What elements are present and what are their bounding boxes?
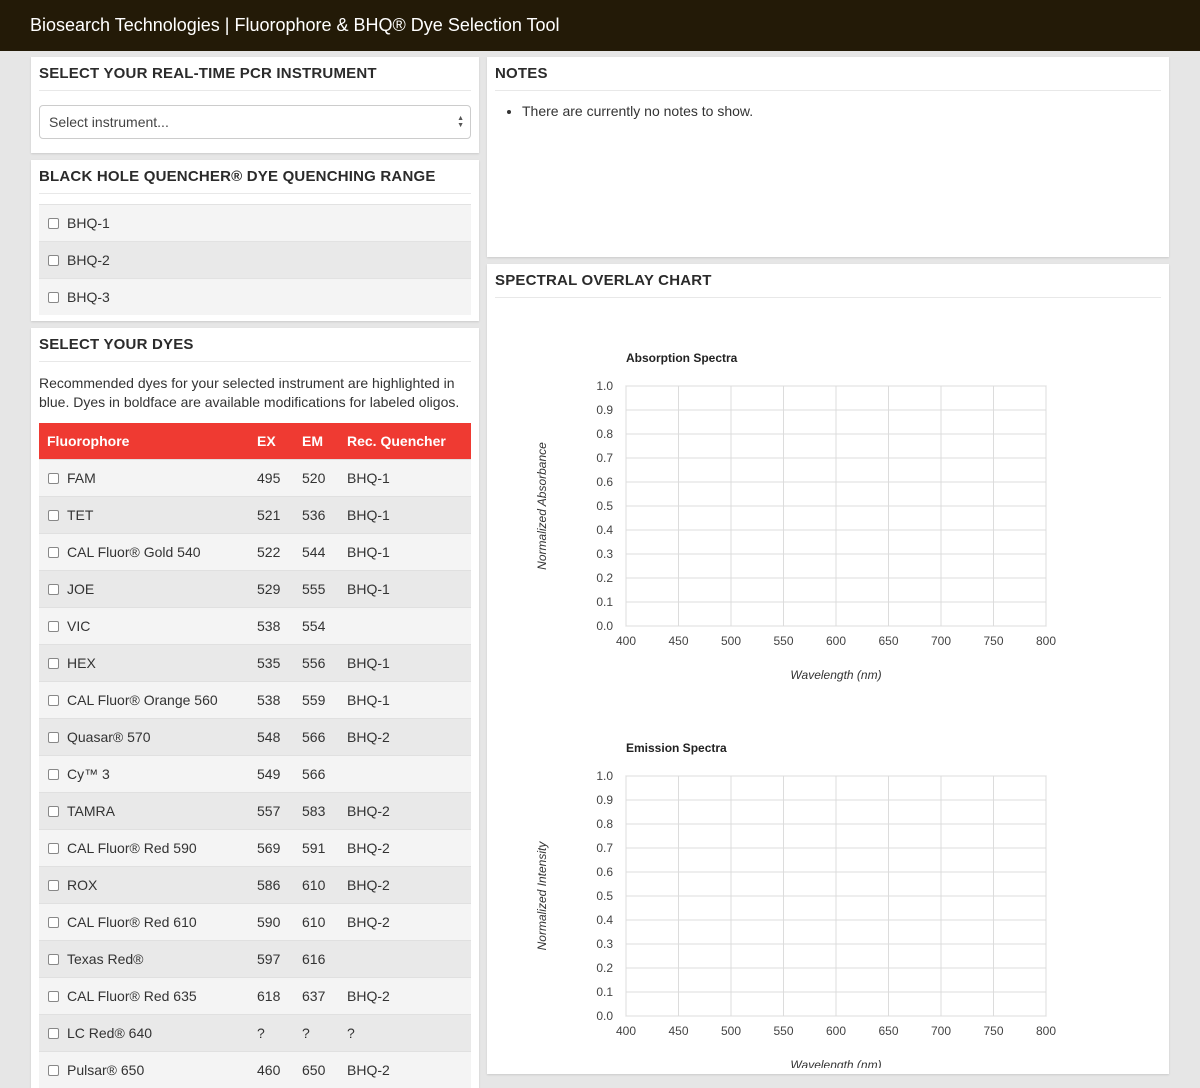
left-column [31,57,479,1088]
dye-name-cell [39,692,257,708]
y-tick-label: 0.2 [596,571,613,585]
dye-ex: 597 [257,951,281,967]
dye-name: FAM [67,470,96,486]
y-tick-label: 0.1 [596,985,613,999]
right-column [487,57,1169,1074]
y-tick-label: 0.6 [596,865,613,879]
y-tick-label: 0.9 [596,403,613,417]
dye-row[interactable] [39,718,471,755]
dye-em: 650 [302,1062,326,1078]
dye-name-cell [39,914,257,930]
dye-checkbox[interactable] [48,695,59,706]
dye-name: VIC [67,618,91,634]
dye-em: 559 [302,692,326,708]
dye-checkbox[interactable] [48,584,59,595]
dye-quencher: BHQ-2 [347,729,390,745]
dye-name-cell [39,581,257,597]
bhq-option-label: BHQ-1 [67,215,110,231]
dye-quencher: BHQ-2 [347,1062,390,1078]
dye-quencher: BHQ-2 [347,840,390,856]
dye-checkbox[interactable] [48,510,59,521]
dye-quencher: BHQ-1 [347,544,390,560]
chart-title: Emission Spectra [626,741,727,755]
instrument-select[interactable] [39,105,471,139]
dye-name: CAL Fluor® Red 590 [67,840,197,856]
dye-row[interactable] [39,755,471,792]
bhq-option[interactable] [39,278,471,315]
dye-quencher: BHQ-1 [347,507,390,523]
dye-row[interactable] [39,940,471,977]
dye-name: CAL Fluor® Red 610 [67,914,197,930]
dye-row[interactable] [39,607,471,644]
dye-checkbox[interactable] [48,621,59,632]
chart-panel [487,264,1169,1074]
dye-checkbox[interactable] [48,658,59,669]
dye-quencher: ? [347,1025,355,1041]
dye-name: LC Red® 640 [67,1025,153,1041]
dye-name: Quasar® 570 [67,729,151,745]
dye-em: 591 [302,840,326,856]
instrument-panel [31,57,479,153]
dye-name-cell [39,766,257,782]
dye-em: ? [302,1025,310,1041]
dye-em: 583 [302,803,326,819]
col-ex[interactable]: EX [257,433,276,449]
dye-name-cell [39,840,257,856]
dye-name-cell [39,544,257,560]
bhq-checkbox[interactable] [48,218,59,229]
x-tick-label: 600 [825,634,847,648]
app-title: Biosearch Technologies | Fluorophore & BHQ® Dye Selection Tool [30,15,560,35]
dye-quencher: BHQ-2 [347,877,390,893]
dye-name-cell [39,470,257,486]
dye-ex: 535 [257,655,281,671]
dye-checkbox[interactable] [48,880,59,891]
x-tick-label: 800 [1035,1024,1057,1038]
dye-checkbox[interactable] [48,473,59,484]
y-tick-label: 0.4 [596,913,613,927]
bhq-option[interactable] [39,241,471,278]
dye-row[interactable] [39,903,471,940]
bhq-option-label: BHQ-3 [67,289,110,305]
y-tick-label: 1.0 [596,379,613,393]
dye-name-cell [39,507,257,523]
y-tick-label: 0.8 [596,427,613,441]
dye-row[interactable] [39,570,471,607]
x-tick-label: 450 [668,1024,689,1038]
dye-row[interactable] [39,459,471,496]
dye-ex: 586 [257,877,281,893]
y-tick-label: 0.4 [596,523,613,537]
dye-checkbox[interactable] [48,1065,59,1076]
y-tick-label: 0.7 [596,841,613,855]
notes-panel-title: NOTES [495,65,1161,91]
dye-name-cell [39,1062,257,1078]
bhq-checkbox[interactable] [48,255,59,266]
bhq-panel-title: BLACK HOLE QUENCHER® DYE QUENCHING RANGE [39,168,471,194]
dye-name: TAMRA [67,803,115,819]
y-tick-label: 0.8 [596,817,613,831]
dye-row[interactable] [39,681,471,718]
dye-ex: 538 [257,618,281,634]
dye-name: HEX [67,655,96,671]
x-tick-label: 500 [720,634,742,648]
dye-row[interactable] [39,496,471,533]
dye-ex: 557 [257,803,281,819]
dye-row[interactable] [39,1014,471,1051]
dye-ex: 460 [257,1062,281,1078]
dye-quencher: BHQ-1 [347,692,390,708]
dye-name-cell [39,877,257,893]
y-axis-label: Normalized Intensity [535,841,549,951]
dye-em: 520 [302,470,326,486]
dye-row[interactable] [39,866,471,903]
dye-name: CAL Fluor® Gold 540 [67,544,201,560]
dye-em: 637 [302,988,326,1004]
dye-name-cell [39,988,257,1004]
dye-name-cell [39,655,257,671]
dyes-panel [31,328,479,1088]
dye-checkbox[interactable] [48,1028,59,1039]
y-tick-label: 0.0 [596,619,613,633]
dye-ex: 569 [257,840,281,856]
dye-name: Pulsar® 650 [67,1062,145,1078]
dye-ex: 590 [257,914,281,930]
x-tick-label: 650 [878,634,899,648]
dye-table-body [39,459,471,1088]
dye-checkbox[interactable] [48,917,59,928]
x-tick-label: 600 [825,1024,847,1038]
x-tick-label: 700 [930,634,952,648]
dye-em: 536 [302,507,326,523]
x-tick-label: 700 [930,1024,952,1038]
dye-checkbox[interactable] [48,991,59,1002]
dye-quencher: BHQ-2 [347,988,390,1004]
dye-ex: 495 [257,470,281,486]
dye-em: 556 [302,655,326,671]
x-axis-label: Wavelength (nm) [790,1058,882,1068]
dye-checkbox[interactable] [48,843,59,854]
bhq-option-label: BHQ-2 [67,252,110,268]
bhq-checkbox[interactable] [48,292,59,303]
x-tick-label: 750 [983,634,1004,648]
note-item: • There are currently no notes to show. [522,103,1161,119]
y-tick-label: 0.0 [596,1009,613,1023]
dye-quencher: BHQ-1 [347,581,390,597]
dye-ex: 548 [257,729,281,745]
dye-row[interactable] [39,977,471,1014]
y-tick-label: 0.5 [596,889,613,903]
chart-panel-title: SPECTRAL OVERLAY CHART [495,272,1161,298]
bhq-panel [31,160,479,321]
y-tick-label: 0.3 [596,547,613,561]
x-axis-label: Wavelength (nm) [790,668,882,682]
dye-row[interactable] [39,644,471,681]
y-tick-label: 0.6 [596,475,613,489]
spectral-charts [495,298,1161,1068]
dye-row[interactable] [39,1051,471,1088]
dye-em: 616 [302,951,326,967]
dye-checkbox[interactable] [48,547,59,558]
dye-name: Cy™ 3 [67,766,110,782]
instrument-select-value: Select instrument... [49,114,169,130]
dye-em: 566 [302,766,326,782]
dye-em: 554 [302,618,326,634]
select-arrows-icon: ▲ ▼ [457,115,464,129]
x-tick-label: 500 [720,1024,742,1038]
dye-name: JOE [67,581,95,597]
dye-quencher: BHQ-1 [347,655,390,671]
x-tick-label: 450 [668,634,689,648]
dye-row[interactable] [39,533,471,570]
dye-ex: 538 [257,692,281,708]
dye-row[interactable] [39,829,471,866]
dye-quencher: BHQ-1 [347,470,390,486]
dye-ex: 549 [257,766,281,782]
dye-em: 610 [302,877,326,893]
dye-em: 555 [302,581,326,597]
dyes-description: Recommended dyes for your selected instrument are highlighted in blue. Dyes in boldface are available modifications for labeled oligos. [39,375,460,410]
dye-ex: 522 [257,544,281,560]
dye-checkbox[interactable] [48,732,59,743]
x-tick-label: 750 [983,1024,1004,1038]
dye-checkbox[interactable] [48,954,59,965]
x-tick-label: 550 [773,634,794,648]
dye-name: TET [67,507,94,523]
dye-name: Texas Red® [67,951,144,967]
dyes-panel-title: SELECT YOUR DYES [39,336,471,362]
col-em[interactable]: EM [302,433,323,449]
dye-ex: ? [257,1025,265,1041]
y-tick-label: 1.0 [596,769,613,783]
notes-panel [487,57,1169,257]
dye-name: CAL Fluor® Orange 560 [67,692,218,708]
x-tick-label: 800 [1035,634,1057,648]
bhq-option[interactable] [39,204,471,241]
dye-ex: 618 [257,988,281,1004]
y-tick-label: 0.7 [596,451,613,465]
dye-name-cell [39,803,257,819]
x-tick-label: 550 [773,1024,794,1038]
col-fluorophore[interactable]: Fluorophore [47,433,130,449]
chart-title: Absorption Spectra [626,351,738,365]
dye-em: 566 [302,729,326,745]
y-tick-label: 0.1 [596,595,613,609]
x-tick-label: 400 [615,634,637,648]
dye-name-cell [39,951,257,967]
y-tick-label: 0.3 [596,937,613,951]
dye-em: 544 [302,544,326,560]
app-header [0,0,1200,51]
y-axis-label: Normalized Absorbance [535,442,549,570]
dye-table-header [39,423,471,459]
dye-row[interactable] [39,792,471,829]
dye-quencher: BHQ-2 [347,914,390,930]
bhq-list [39,204,471,315]
instrument-panel-title: SELECT YOUR REAL-TIME PCR INSTRUMENT [39,65,471,91]
y-tick-label: 0.9 [596,793,613,807]
y-tick-label: 0.5 [596,499,613,513]
dye-checkbox[interactable] [48,806,59,817]
x-tick-label: 400 [615,1024,637,1038]
y-tick-label: 0.2 [596,961,613,975]
dye-ex: 529 [257,581,281,597]
dye-name-cell [39,618,257,634]
x-tick-label: 650 [878,1024,899,1038]
dye-quencher: BHQ-2 [347,803,390,819]
dye-checkbox[interactable] [48,769,59,780]
col-rec-quencher[interactable]: Rec. Quencher [347,433,446,449]
notes-list [495,91,1161,119]
dye-em: 610 [302,914,326,930]
dye-name: CAL Fluor® Red 635 [67,988,197,1004]
dye-ex: 521 [257,507,281,523]
dye-name-cell [39,1025,257,1041]
dye-name-cell [39,729,257,745]
dye-name: ROX [67,877,98,893]
